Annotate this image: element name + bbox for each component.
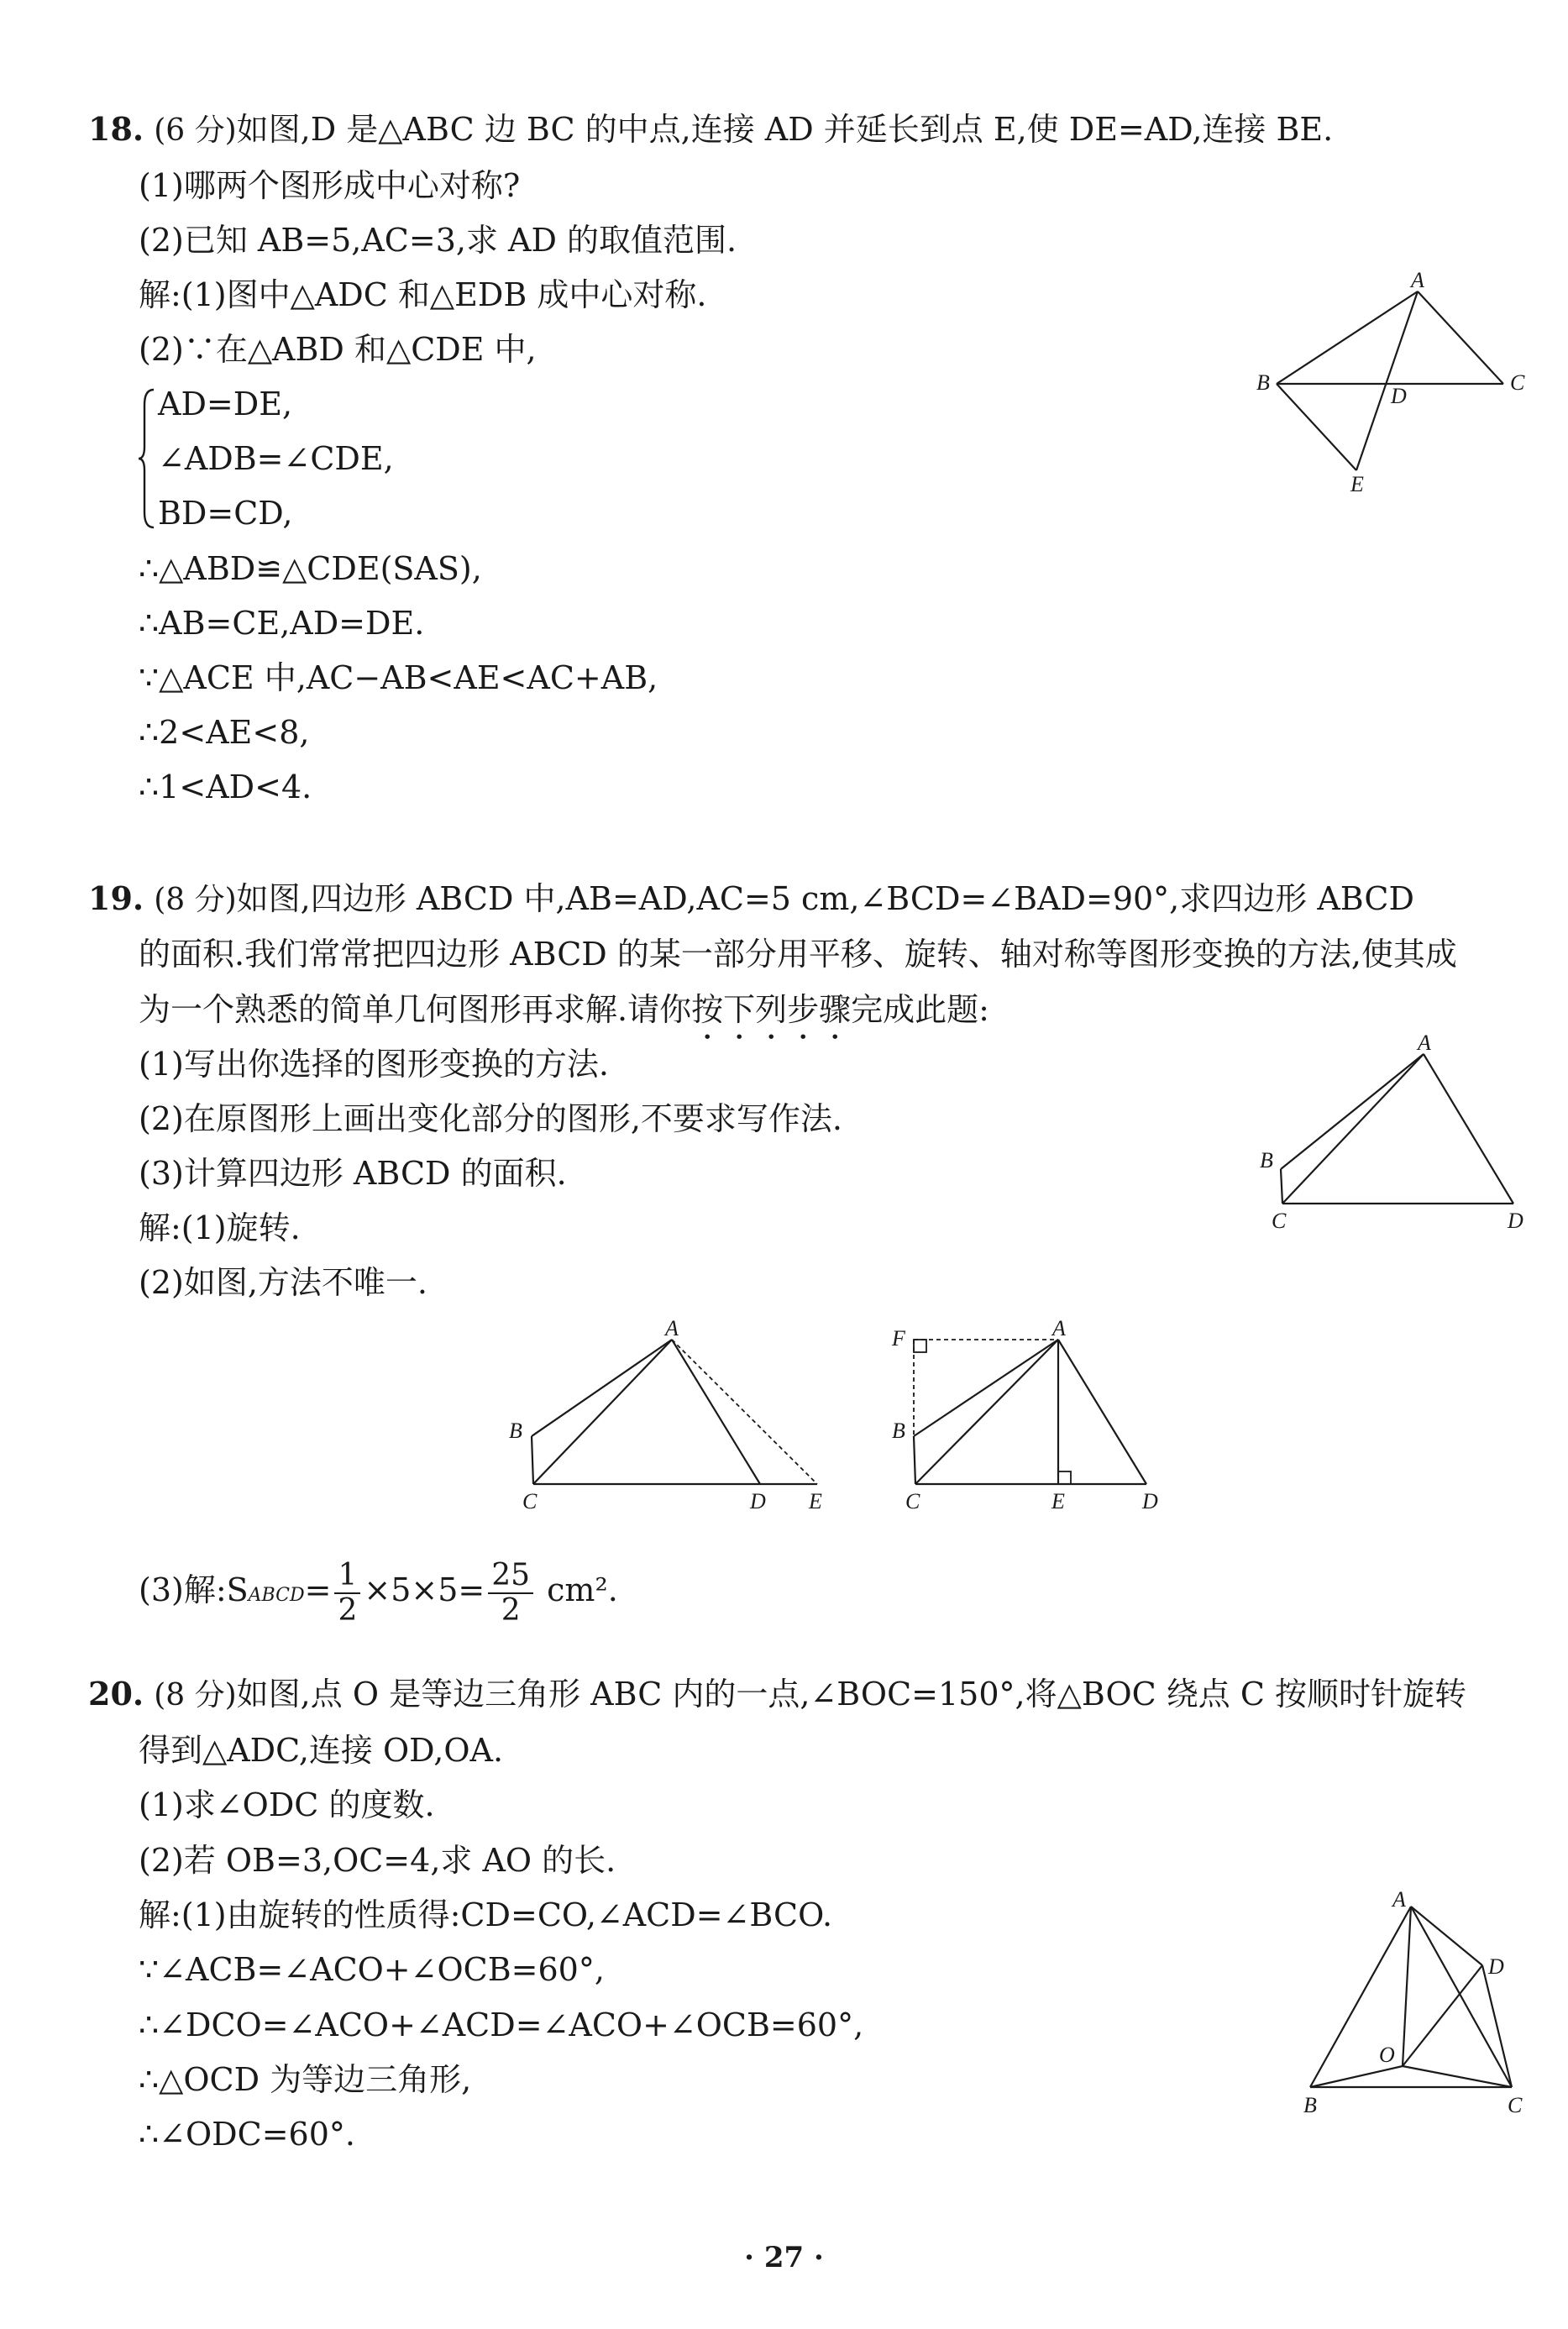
- q19s1-segment-ac: [533, 1340, 672, 1484]
- q19-segment-ab: [1281, 1054, 1424, 1169]
- q20-step4: ∴△OCD 为等边三角形,: [139, 2061, 472, 2098]
- q19-stem-line1: [88, 879, 1414, 921]
- q19s1-segment-ab: [532, 1340, 672, 1436]
- q19-fraction-half: [334, 1559, 360, 1628]
- q19s1-segment-bc: [532, 1436, 533, 1484]
- page-number: · 27 ·: [744, 2241, 824, 2274]
- q20-label-o: O: [1379, 2043, 1395, 2067]
- q18-points: (6 分): [154, 113, 237, 148]
- q20-label-b: B: [1303, 2093, 1317, 2117]
- q19s2-label-e: E: [1051, 1489, 1065, 1513]
- q20-label-d: D: [1488, 1954, 1504, 1979]
- q18-step5: ∵△ACE 中,AC−AB<AE<AC+AB,: [139, 659, 658, 696]
- q19s1-label-b: B: [509, 1419, 522, 1443]
- q20-step3: ∴∠DCO=∠ACO+∠ACD=∠ACO+∠OCB=60°,: [139, 2006, 864, 2043]
- q20-step5: ∴∠ODC=60°.: [139, 2116, 355, 2153]
- q19s2-label-d: D: [1142, 1489, 1158, 1513]
- q19s2-right-angle-e-icon: [1058, 1471, 1071, 1484]
- q20-label-a: A: [1392, 1887, 1406, 1912]
- q18-figure: [1251, 269, 1537, 496]
- q18-label-c: C: [1510, 370, 1525, 395]
- q19-segment-bc: [1281, 1169, 1282, 1204]
- q19-label-a: A: [1418, 1031, 1431, 1055]
- q19-frac1-numerator: 1: [334, 1559, 360, 1594]
- q20-stem1: 如图,点 O 是等边三角形 ABC 内的一点,∠BOC=150°,将△BOC 绕点 C 按顺时针旋转: [236, 1676, 1466, 1713]
- q19-solution2: (2)如图,方法不唯一.: [139, 1264, 427, 1301]
- q19-solution-figure-1: [496, 1310, 848, 1512]
- q19s2-label-b: B: [892, 1419, 905, 1443]
- q20-segment-ab: [1310, 1907, 1411, 2087]
- q18-condition3: BD=CD,: [158, 495, 293, 532]
- q19-frac1-denominator: 2: [338, 1592, 358, 1628]
- q19-sol3-subscript: ABCD: [248, 1585, 305, 1606]
- q18-label-d: D: [1391, 384, 1407, 408]
- q18-segment-be: [1277, 384, 1356, 470]
- q19s2-segment-ad: [1058, 1340, 1146, 1484]
- q18-solution2: (2)∵在△ABD 和△CDE 中,: [139, 331, 537, 368]
- q18-stem-line: [88, 109, 1333, 151]
- q19-label-b: B: [1260, 1148, 1273, 1172]
- q19s1-segment-ad: [672, 1340, 760, 1484]
- q19-part3: (3)计算四边形 ABCD 的面积.: [139, 1155, 567, 1192]
- q19-frac2-numerator: 25: [488, 1559, 533, 1594]
- q19s1-label-a: A: [665, 1316, 679, 1340]
- q18-label-e: E: [1350, 472, 1364, 496]
- q19-number: 19.: [88, 879, 144, 917]
- q19s1-label-c: C: [522, 1489, 538, 1513]
- q19-solution3: [139, 1550, 618, 1636]
- q19s1-label-e: E: [809, 1489, 822, 1513]
- q19s1-segment-ae-dashed: [672, 1340, 817, 1484]
- q19-stem2: 的面积.我们常常把四边形 ABCD 的某一部分用平移、旋转、轴对称等图形变换的方法,使其成: [139, 936, 1457, 973]
- q20-segment-ob: [1310, 2066, 1403, 2087]
- q19-frac2-denominator: 2: [501, 1592, 521, 1628]
- q19-sol3-mid: ×5×5=: [364, 1571, 485, 1608]
- q18-part1: (1)哪两个图形成中心对称?: [139, 167, 521, 204]
- q19s2-label-f: F: [892, 1326, 905, 1351]
- q20-stem-line1: [88, 1674, 1466, 1716]
- q18-segment-ab: [1277, 291, 1418, 384]
- q19s2-right-angle-f-icon: [914, 1340, 926, 1352]
- q19-part2: (2)在原图形上画出变化部分的图形,不要求写作法.: [139, 1100, 842, 1137]
- q18-solution1: 解:(1)图中△ADC 和△EDB 成中心对称.: [139, 276, 707, 313]
- q19-fraction-result: [488, 1559, 533, 1628]
- q20-label-c: C: [1508, 2093, 1523, 2117]
- q20-step2: ∵∠ACB=∠ACO+∠OCB=60°,: [139, 1951, 605, 1988]
- q18-segment-ae: [1356, 291, 1418, 470]
- q19-stem3a: 为一个熟悉的简单几何图形再求解.请你: [139, 991, 692, 1028]
- q19-solution-figure-2: [882, 1310, 1176, 1512]
- q18-step4: ∴AB=CE,AD=DE.: [139, 605, 425, 642]
- q19s2-segment-ab: [914, 1340, 1058, 1436]
- q18-brace-icon: [137, 388, 155, 529]
- q19-solution1: 解:(1)旋转.: [139, 1209, 301, 1246]
- q19-points: (8 分): [154, 883, 237, 917]
- q18-step6: ∴2<AE<8,: [139, 714, 310, 751]
- q20-step1: 解:(1)由旋转的性质得:CD=CO,∠ACD=∠BCO.: [139, 1896, 833, 1933]
- q18-step7: ∴1<AD<4.: [139, 768, 312, 805]
- q20-number: 20.: [88, 1675, 144, 1713]
- q20-segment-ad: [1411, 1907, 1482, 1965]
- q18-number: 18.: [88, 110, 144, 148]
- q19-stem-line3: [139, 989, 989, 1046]
- q20-figure: [1285, 1881, 1554, 2125]
- q20-part1: (1)求∠ODC 的度数.: [139, 1786, 435, 1823]
- q19s2-label-a: A: [1052, 1316, 1066, 1340]
- q19-stem3b-emphasis: 按下列步骤: [691, 991, 852, 1028]
- q19-stem1: 如图,四边形 ABCD 中,AB=AD,AC=5 cm,∠BCD=∠BAD=90°,求四边形 ABCD: [236, 880, 1414, 917]
- q20-segment-oc: [1403, 2066, 1512, 2087]
- q18-condition1: AD=DE,: [158, 386, 293, 422]
- q20-segment-ac: [1411, 1907, 1512, 2087]
- q19-figure-original: [1251, 1033, 1537, 1235]
- q20-points: (8 分): [154, 1678, 237, 1713]
- q18-label-b: B: [1256, 370, 1270, 395]
- q19s2-label-c: C: [905, 1489, 920, 1513]
- q20-stem2: 得到△ADC,连接 OD,OA.: [139, 1732, 504, 1769]
- q19s2-segment-bc: [914, 1436, 915, 1484]
- q18-step3: ∴△ABD≌△CDE(SAS),: [139, 550, 482, 587]
- q19-sol3-unit: cm².: [547, 1571, 618, 1608]
- q19-sol3-eq: =: [304, 1571, 332, 1608]
- q19-segment-ad: [1424, 1054, 1513, 1204]
- q20-segment-od: [1403, 1965, 1482, 2066]
- q20-segment-dc: [1482, 1965, 1512, 2087]
- q19s2-segment-ac: [915, 1340, 1058, 1484]
- q19-sol3-prefix: (3)解:S: [139, 1571, 249, 1608]
- q19-label-c: C: [1272, 1209, 1287, 1233]
- q19-label-d: D: [1508, 1209, 1523, 1233]
- q19-stem3c: 完成此题:: [851, 991, 989, 1028]
- q20-segment-ao: [1403, 1907, 1411, 2066]
- q19-segment-ac: [1282, 1054, 1424, 1204]
- q19s1-label-d: D: [750, 1489, 766, 1513]
- q18-label-a: A: [1411, 268, 1424, 292]
- q18-segment-ac: [1418, 291, 1503, 384]
- q18-part2: (2)已知 AB=5,AC=3,求 AD 的取值范围.: [139, 222, 737, 259]
- q18-condition2: ∠ADB=∠CDE,: [158, 440, 394, 477]
- q19-part1: (1)写出你选择的图形变换的方法.: [139, 1046, 609, 1083]
- q18-stem: 如图,D 是△ABC 边 BC 的中点,连接 AD 并延长到点 E,使 DE=AD,连接 BE.: [236, 111, 1334, 148]
- q20-part2: (2)若 OB=3,OC=4,求 AO 的长.: [139, 1842, 616, 1879]
